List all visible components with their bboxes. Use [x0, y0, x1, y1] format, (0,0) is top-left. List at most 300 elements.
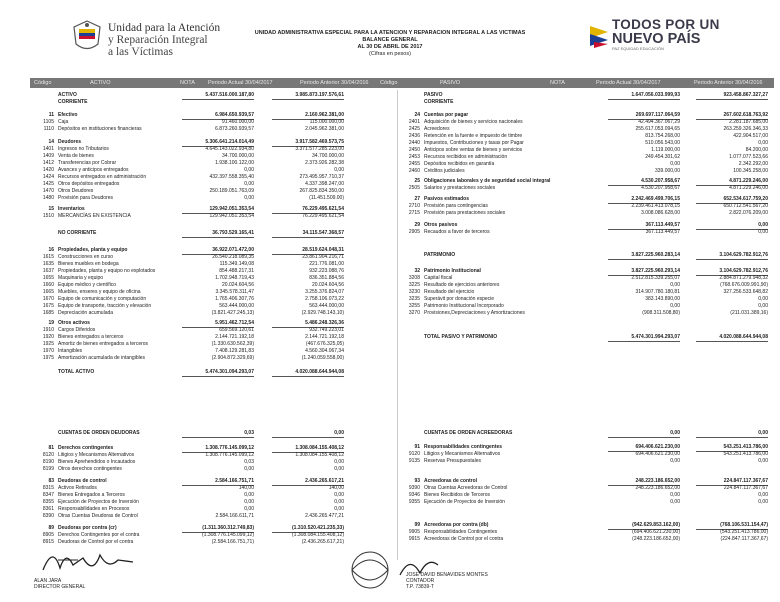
previous-value: 267.825.834.350,00 [299, 188, 344, 194]
account-code: 1910 [42, 327, 54, 333]
current-value: 5.437.516.000.187,80 [182, 92, 254, 100]
current-value: 1.119.000,00 [651, 147, 680, 153]
previous-value: 0,00 [758, 458, 768, 464]
current-value: 0,00 [244, 492, 254, 498]
asset-row [32, 466, 362, 473]
account-code: 14 [48, 139, 54, 145]
account-code: 3235 [408, 296, 420, 302]
liability-row [398, 229, 774, 236]
previous-value: 3.917.582.469.573,75 [272, 139, 344, 147]
account-name: Intangibles [58, 348, 83, 354]
account-name: Ejecución de Proyectos de Inversión [424, 499, 505, 505]
asset-row [32, 230, 362, 237]
account-name: Deudoras por contra (cr) [58, 525, 117, 531]
previous-value: 2.758.106.073,22 [305, 296, 344, 302]
account-code: 3225 [408, 282, 420, 288]
account-name: Responsabilidades en Procesos [58, 506, 130, 512]
current-value: 1.308.776.145.099,12 [182, 445, 254, 453]
current-value: 4.530.207.958,67 [641, 185, 680, 191]
current-value: 1.647.056.033.999,93 [608, 92, 680, 100]
entity-name: Unidad para la Atención y Reparación Integral a las Víctimas [108, 22, 221, 58]
account-code: 99 [414, 522, 420, 528]
account-code: 9390 [408, 485, 420, 491]
previous-value: 0,00 [758, 140, 768, 146]
account-name: Pasivos estimados [424, 196, 470, 202]
current-value: 5.306.641.214.014,49 [182, 139, 254, 147]
account-name: MERCANCÍAS EN EXISTENCIA [58, 213, 131, 219]
previous-value: 543.251.413.786,00 [696, 444, 768, 452]
account-code: 83 [48, 478, 54, 484]
previous-value: 0,00 [334, 506, 344, 512]
account-name: Recaudos a favor de terceros [424, 229, 490, 235]
account-code: 1925 [42, 341, 54, 347]
current-value: 694.406.621.230,00 [635, 451, 680, 457]
account-name: Avances y anticipos entregados [58, 167, 129, 173]
asset-row [32, 153, 362, 160]
account-code: 19 [48, 320, 54, 326]
account-name: CORRIENTE [424, 99, 454, 105]
current-value: 432.397.558.355,40 [209, 174, 254, 180]
previous-value: 224.847.117.367,67 [723, 485, 768, 491]
account-name: Depósitos recibidos en garantía [424, 161, 495, 167]
account-code: 24 [414, 112, 420, 118]
current-value: 314.907.780.180,81 [635, 289, 680, 295]
current-value: 129.942.051.353,54 [209, 213, 254, 219]
account-code: 81 [48, 445, 54, 451]
account-code: 2715 [408, 210, 420, 216]
account-code: 15 [48, 206, 54, 212]
asset-row [32, 430, 362, 437]
previous-value: 0,00 [758, 303, 768, 309]
current-value: 2.239.461.413.078,15 [631, 203, 680, 209]
account-code: 8915 [42, 539, 54, 545]
account-code: 3270 [408, 310, 420, 316]
liability-row [398, 492, 774, 499]
report-title: UNIDAD ADMINISTRATIVA ESPECIAL PARA LA ATENCION Y REPARACION INTEGRAL A LAS VICTIMAS BALANCE GENERAL AL 30 DE ABRIL DE 2017 (Cifras en pesos) [254, 30, 526, 57]
account-code: 2710 [408, 203, 420, 209]
account-name: Bienes Entregados a Terceros [58, 492, 125, 498]
asset-row [32, 327, 362, 334]
account-code: 1420 [42, 167, 54, 173]
current-value: 510.056.543,00 [645, 140, 680, 146]
previous-value: (1.308.084.155.408,12) [292, 532, 344, 538]
current-value: 3.345.578.311,47 [215, 289, 254, 295]
previous-value: 1.308.084.155.408,12 [295, 452, 344, 458]
account-code: 25 [414, 178, 420, 184]
account-code: 1920 [42, 334, 54, 340]
previous-value: (467.676.325,05) [305, 341, 344, 347]
previous-value: 84.200,00 [745, 147, 768, 153]
current-value: 854.488.217,31 [219, 268, 254, 274]
account-name: Activos Retirados [58, 485, 97, 491]
asset-row [32, 513, 362, 520]
account-code: 1665 [42, 289, 54, 295]
current-value: 2.144.721.192,18 [215, 334, 254, 340]
col-activo: ACTIVO [90, 80, 111, 86]
current-value: 367.113.449,57 [645, 229, 680, 235]
account-code: 2460 [408, 168, 420, 174]
account-code: 91 [414, 444, 420, 450]
current-value: 0,00 [244, 506, 254, 512]
account-name: Provisión para contingencias [424, 203, 488, 209]
current-value: 0,00 [244, 466, 254, 472]
previous-value: 4.020.088.644.944,08 [272, 369, 344, 377]
previous-value: 836.351.884,56 [309, 275, 344, 281]
account-code: 3208 [408, 275, 420, 281]
account-name: Reservas Presupuestales [424, 458, 481, 464]
current-value: 248.223.186.652,00 [608, 478, 680, 486]
account-name: Retención en la fuente e impuesto de timbre [424, 133, 523, 139]
previous-value: (2.929.748.143,10) [301, 310, 344, 316]
current-value: 129.942.051.353,54 [182, 206, 254, 214]
asset-row [32, 213, 362, 220]
account-code: 1975 [42, 355, 54, 361]
asset-row [32, 369, 362, 376]
account-name: Amortiz de bienes entregados a terceros [58, 341, 149, 347]
previous-value: (211.031.389,16) [730, 310, 768, 316]
brand-arrow-icon [588, 20, 610, 50]
current-value: (2.584.166.751,71) [211, 539, 254, 545]
current-value: 42.494.367.067,29 [638, 119, 680, 125]
account-code: 2905 [408, 229, 420, 235]
account-name: Propiedades, planta y equipo no explotados [58, 268, 156, 274]
account-name: Responsabilidades contingentes [424, 444, 503, 450]
account-code: 1970 [42, 348, 54, 354]
current-value: (942.629.853.162,00) [608, 522, 680, 530]
account-code: 8355 [42, 499, 54, 505]
asset-row [32, 355, 362, 362]
account-code: 1685 [42, 310, 54, 316]
current-value: 3.827.225.960.293,14 [608, 268, 680, 276]
account-code: 1510 [42, 213, 54, 219]
liability-row [398, 178, 774, 185]
account-name: Otras Cuentas Deudoras de Control [58, 513, 138, 519]
liability-row [398, 529, 774, 536]
account-name: Provisión para prestaciones sociales [424, 210, 506, 216]
account-name: PASIVO [424, 92, 443, 98]
previous-value: (768.676.009.991,90) [720, 282, 768, 288]
asset-row [32, 126, 362, 133]
liability-row [398, 451, 774, 458]
account-code: 9135 [408, 458, 420, 464]
current-value: 0,00 [670, 492, 680, 498]
account-name: Construcciones en curso [58, 254, 114, 260]
account-code: 1110 [43, 126, 54, 132]
account-code: 1615 [42, 254, 54, 260]
account-code: 1660 [42, 282, 54, 288]
asset-row [32, 99, 362, 106]
previous-value: 76.229.495.621,54 [302, 213, 344, 219]
liability-row [398, 499, 774, 506]
previous-value: 650.712.541.567,20 [723, 203, 768, 209]
current-value: 339.000,00 [654, 168, 680, 174]
liability-row [398, 161, 774, 168]
current-value: 563.444.000,00 [219, 303, 254, 309]
account-code: 3230 [408, 289, 420, 295]
previous-value: 0,00 [334, 492, 344, 498]
account-code: 89 [48, 525, 54, 531]
account-name: TOTAL PASIVO Y PATRIMONIO [424, 334, 498, 340]
account-name: Bienes muebles en bodega [58, 261, 119, 267]
previous-value: 2.342.292,00 [738, 161, 768, 167]
current-value: 2.512.815.339.255,07 [631, 275, 680, 281]
previous-value: 923.458.867.327,27 [696, 92, 768, 100]
account-name: Resultado del ejercicio [424, 289, 475, 295]
asset-row [32, 445, 362, 452]
liability-row [398, 268, 774, 275]
account-name: Equipo de comunicación y computación [58, 296, 147, 302]
account-name: Recursos recibidos en administración [424, 154, 508, 160]
previous-value: (2.436.265.617,21) [301, 539, 344, 545]
account-name: Patrimonio Institucional Incorporado [424, 303, 504, 309]
account-name: Resultado de ejercicios anteriores [424, 282, 500, 288]
previous-value: (11.451.509.00) [309, 195, 344, 201]
asset-row [32, 261, 362, 268]
asset-row [32, 296, 362, 303]
account-name: Litigios y Mecanismos Alternativos [58, 452, 135, 458]
previous-value: 140,00 [328, 485, 344, 491]
previous-value: 2.822.076.209,00 [729, 210, 768, 216]
previous-value: 2.373.926.282,38 [305, 160, 344, 166]
account-name: Transferencias por Cobrar [58, 160, 117, 166]
previous-value: 23.861.904.216,71 [302, 254, 344, 260]
col-anterior: Periodo Anterior 30/04/2016 [300, 80, 369, 86]
current-value: 383.143.890,00 [645, 296, 680, 302]
account-name: CUENTAS DE ORDEN ACREEDORAS [424, 430, 513, 436]
current-value: 115.349.149,08 [219, 261, 254, 267]
account-name: PATRIMONIO [424, 252, 456, 258]
previous-value: 34.700.000,00 [312, 153, 344, 159]
liability-row [398, 147, 774, 154]
account-code: 2436 [408, 133, 420, 139]
asset-row [32, 146, 362, 153]
liability-row [398, 99, 774, 106]
colombia-seal-icon [70, 18, 104, 56]
asset-row [32, 188, 362, 195]
account-name: Obligaciones laborales y de seguridad social integral [424, 178, 551, 184]
account-code: 16 [48, 247, 54, 253]
current-value: 1.938.100.122,00 [215, 160, 254, 166]
asset-row [32, 254, 362, 261]
asset-row [32, 341, 362, 348]
account-code: 1105 [43, 119, 54, 125]
account-code: 8190 [42, 459, 54, 465]
account-name: Amortización acumulada de intangibles [58, 355, 145, 361]
current-value: 7.408.129.281,83 [215, 348, 254, 354]
current-value: 0,00 [244, 181, 254, 187]
previous-value: 2.160.962.381,00 [272, 112, 344, 120]
current-value: 0,00 [670, 282, 680, 288]
liability-row [398, 334, 774, 341]
asset-row [32, 275, 362, 282]
asset-row [32, 247, 362, 254]
current-value: 255.617.053.094,65 [635, 126, 680, 132]
asset-row [32, 112, 362, 119]
current-value: 0,00 [670, 161, 680, 167]
account-code: 9915 [408, 536, 420, 542]
account-name: Créditos judiciales [424, 168, 465, 174]
asset-row [32, 160, 362, 167]
account-name: Provisión para Deudores [58, 195, 114, 201]
account-name: Recursos entregados en administración [58, 174, 147, 180]
asset-row [32, 525, 362, 532]
account-code: 9120 [408, 451, 420, 457]
account-name: TOTAL ACTIVO [58, 369, 95, 375]
previous-value: 932.749.223,01 [309, 327, 344, 333]
current-value: 5.474.301.994.293,07 [608, 334, 680, 342]
asset-row [32, 119, 362, 126]
account-name: Bienes Aprehendidos o Incautados [58, 459, 136, 465]
account-name: Capital fiscal [424, 275, 453, 281]
account-code: 2453 [408, 154, 420, 160]
asset-row [32, 492, 362, 499]
liability-row [398, 133, 774, 140]
asset-row [32, 167, 362, 174]
liability-row [398, 303, 774, 310]
asset-row [32, 320, 362, 327]
previous-value: 0,00 [334, 499, 344, 505]
current-value: 4.530.207.958,67 [608, 178, 680, 186]
current-value: 0,00 [244, 167, 254, 173]
liability-row [398, 196, 774, 203]
liability-row [398, 296, 774, 303]
current-value: (1.311.360.312.749,83) [182, 525, 254, 533]
account-code: 1412 [42, 160, 54, 166]
previous-value: 2.045.962.381,00 [305, 126, 344, 132]
account-name: NO CORRIENTE [58, 230, 97, 236]
account-name: Maquinaria y equipo [58, 275, 104, 281]
previous-value: 0,00 [758, 499, 768, 505]
previous-value: 2.144.721.192,18 [305, 334, 344, 340]
account-code: 1401 [42, 146, 54, 152]
liability-row [398, 478, 774, 485]
account-name: Equipo de transporte, tracción y elevación [58, 303, 152, 309]
liability-row [398, 210, 774, 217]
account-code: 93 [414, 478, 420, 484]
previous-value: 3.104.629.782.912,76 [696, 252, 768, 260]
current-value: 5.474.301.094.293,07 [182, 369, 254, 377]
account-name: Efectivo [58, 112, 78, 118]
asset-row [32, 303, 362, 310]
current-value: 1.308.776.145.099,12 [205, 452, 254, 458]
previous-value: 563.444.000,00 [309, 303, 344, 309]
account-code: 9346 [408, 492, 420, 498]
current-value: 1.702.948.719,43 [215, 275, 254, 281]
current-value: 249.454.301,62 [645, 154, 680, 160]
current-value: 694.406.621.230,00 [608, 444, 680, 452]
previous-value: 652.534.617.759,20 [696, 196, 768, 204]
current-value: 0,00 [608, 430, 680, 438]
account-name: ACTIVO [58, 92, 77, 98]
previous-value: (1.240.059.558,00) [301, 355, 344, 361]
current-value: 36.922.071.472,00 [182, 247, 254, 255]
account-name: Otros depósitos entregados [58, 181, 120, 187]
col-codigo2: Código [380, 80, 398, 86]
account-name: Cargos Diferidos [58, 327, 96, 333]
previous-value: 1.308.084.155.408,12 [272, 445, 344, 453]
liability-row [398, 119, 774, 126]
previous-value: 4.871.229.246,00 [729, 185, 768, 191]
current-value: 3.827.225.960.283,14 [608, 252, 680, 260]
current-value: 248.223.186.652,00 [635, 485, 680, 491]
current-value: (2.904.872.329,69) [211, 355, 254, 361]
previous-value: (768.106.531.154,47) [696, 522, 768, 530]
previous-value: 2.884.871.279.948,32 [719, 275, 768, 281]
previous-value: 4.337.398.247,00 [305, 181, 344, 187]
asset-row [32, 459, 362, 466]
liability-row [398, 289, 774, 296]
current-value: 2.242.469.499.706,15 [608, 196, 680, 204]
account-code: 8905 [42, 532, 54, 538]
previous-value: 273.495.957.710,37 [299, 174, 344, 180]
previous-value: (1.310.520.421.235,33) [272, 525, 344, 533]
current-value: 91.460.000,00 [222, 119, 254, 125]
account-code: 1655 [42, 275, 54, 281]
account-code: 8361 [42, 506, 54, 512]
account-name: Muebles, enseres y equipo de oficina [58, 289, 141, 295]
current-value: 2.584.166.751,71 [182, 478, 254, 486]
account-name: Impuestos, Contribuciones y tasas por Pagar [424, 140, 524, 146]
previous-value: 28.519.624.048,31 [272, 247, 344, 255]
liability-row [398, 485, 774, 492]
current-value: 0,00 [670, 499, 680, 505]
signer-right: JOSE DAVID BENAVIDES MONTES CONTADOR T.P. 73839-T [406, 572, 488, 590]
liability-row [398, 310, 774, 317]
previous-value: 2.436.265.477,21 [305, 513, 344, 519]
account-code: 8199 [42, 466, 54, 472]
account-name: Inventarios [58, 206, 85, 212]
previous-value: 267.602.618.763,92 [696, 112, 768, 120]
account-name: Derechos Contingentes por el contra [58, 532, 140, 538]
col-pasivo: PASIVO [440, 80, 461, 86]
account-code: 1675 [42, 303, 54, 309]
account-name: Otras Cuentas Acreedoras de Control [424, 485, 508, 491]
previous-value: 2.281.187.685,00 [729, 119, 768, 125]
liability-row [398, 126, 774, 133]
asset-row [32, 506, 362, 513]
current-value: 140,00 [238, 485, 254, 491]
current-value: 1.765.406.307,76 [215, 296, 254, 302]
signature-left [38, 540, 158, 580]
account-name: Equipo médico y científico [58, 282, 117, 288]
account-code: 1635 [42, 261, 54, 267]
account-code: 8120 [42, 452, 54, 458]
account-name: Derechos contingentes [58, 445, 114, 451]
liability-row [398, 222, 774, 229]
account-name: Acreedoras de Control por el contra [424, 536, 504, 542]
account-name: Acreedoras por contra (db) [424, 522, 489, 528]
previous-value: 34.115.547.368,57 [272, 230, 344, 238]
current-value: (1.330.630.562,39) [211, 341, 254, 347]
account-name: Propiedades, planta y equipo [58, 247, 128, 253]
current-value: 0,00 [670, 458, 680, 464]
liability-row [398, 203, 774, 210]
previous-value: 0,00 [696, 430, 768, 438]
account-code: 11 [48, 112, 54, 118]
current-value: 6.984.650.939,57 [182, 112, 254, 120]
account-code: 8315 [42, 485, 54, 491]
previous-value: (224.847.117.367,67) [720, 536, 768, 542]
liability-row [398, 430, 774, 437]
asset-row [32, 334, 362, 341]
account-name: Responsabilidades Contingentes [424, 529, 498, 535]
account-code: 29 [414, 222, 420, 228]
previous-value: 0,00 [334, 466, 344, 472]
account-name: Provisiones,Depreciaciones y Amortizaciones [424, 310, 525, 316]
previous-value: 0,00 [758, 229, 768, 235]
document-header [0, 0, 780, 72]
account-name: Depreciación acumulada [58, 310, 114, 316]
